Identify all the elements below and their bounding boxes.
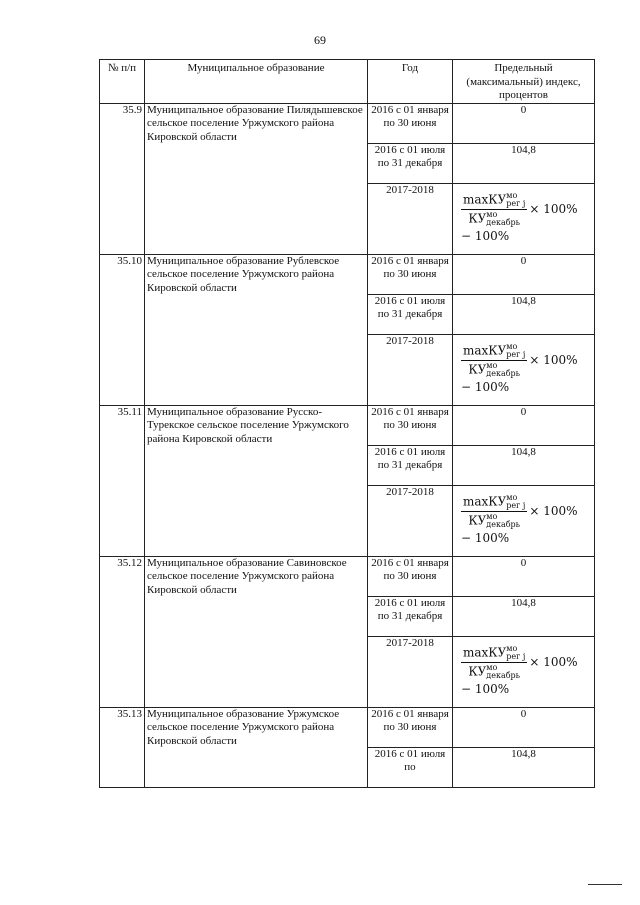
formula-numerator: maxКУ мо рег j bbox=[463, 492, 526, 510]
index-formula bbox=[455, 645, 592, 696]
index-formula-cell bbox=[453, 636, 595, 707]
row-number: 35.13 bbox=[100, 707, 145, 787]
period-cell: 2017-2018 bbox=[368, 485, 453, 556]
index-formula bbox=[455, 494, 592, 545]
formula-minus: − 100% bbox=[461, 681, 510, 696]
formula-minus: − 100% bbox=[461, 379, 510, 394]
formula-denominator: КУ мо декабрь bbox=[468, 511, 521, 529]
formula-fraction bbox=[461, 494, 527, 529]
period-cell: 2016 с 01 июля по 31 декабря bbox=[368, 445, 453, 485]
formula-denominator: КУ мо декабрь bbox=[468, 360, 521, 378]
index-value: 104,8 bbox=[453, 596, 595, 636]
period-cell: 2017-2018 bbox=[368, 334, 453, 405]
header-year: Год bbox=[368, 60, 453, 104]
formula-fraction bbox=[461, 645, 527, 680]
header-municipality: Муниципальное образование bbox=[145, 60, 368, 104]
index-value: 0 bbox=[453, 405, 595, 445]
index-formula-cell bbox=[453, 485, 595, 556]
table-row bbox=[100, 103, 595, 143]
period-cell: 2016 с 01 июля по 31 декабря bbox=[368, 294, 453, 334]
formula-times: × 100% bbox=[529, 655, 578, 669]
tariff-index-table bbox=[99, 59, 595, 788]
table-header-row bbox=[100, 60, 595, 104]
municipality-name: Муниципальное образование Пилядышевское сельское поселение Уржумского района Кировской области bbox=[145, 103, 368, 254]
header-index: Предельный (максимальный) индекс, процентов bbox=[453, 60, 595, 104]
index-formula bbox=[455, 192, 592, 243]
municipality-name: Муниципальное образование Уржумское сельское поселение Уржумского района Кировской области bbox=[145, 707, 368, 787]
period-cell: 2017-2018 bbox=[368, 636, 453, 707]
formula-times: × 100% bbox=[529, 353, 578, 367]
formula-numerator: maxКУ мо рег j bbox=[463, 341, 526, 359]
period-cell: 2016 с 01 июля по bbox=[368, 747, 453, 787]
header-num: № п/п bbox=[100, 60, 145, 104]
formula-minus: − 100% bbox=[461, 530, 510, 545]
table-body bbox=[100, 103, 595, 787]
table-row bbox=[100, 707, 595, 747]
index-value: 104,8 bbox=[453, 294, 595, 334]
period-cell: 2016 с 01 июля по 31 декабря bbox=[368, 143, 453, 183]
index-value: 0 bbox=[453, 707, 595, 747]
index-formula-cell bbox=[453, 334, 595, 405]
formula-fraction bbox=[461, 343, 527, 378]
row-number: 35.12 bbox=[100, 556, 145, 707]
municipality-name: Муниципальное образование Рублевское сельское поселение Уржумского района Кировской области bbox=[145, 254, 368, 405]
period-cell: 2016 с 01 января по 30 июня bbox=[368, 254, 453, 294]
period-cell: 2016 с 01 января по 30 июня bbox=[368, 556, 453, 596]
table-row bbox=[100, 556, 595, 596]
formula-numerator: maxКУ мо рег j bbox=[463, 643, 526, 661]
index-value: 0 bbox=[453, 254, 595, 294]
row-number: 35.11 bbox=[100, 405, 145, 556]
footer-rule bbox=[588, 884, 622, 885]
municipality-name: Муниципальное образование Савиновское сельское поселение Уржумского района Кировской области bbox=[145, 556, 368, 707]
index-formula bbox=[455, 343, 592, 394]
row-number: 35.9 bbox=[100, 103, 145, 254]
formula-numerator: maxКУ мо рег j bbox=[463, 190, 526, 208]
period-cell: 2016 с 01 июля по 31 декабря bbox=[368, 596, 453, 636]
index-formula-cell bbox=[453, 183, 595, 254]
index-value: 104,8 bbox=[453, 445, 595, 485]
formula-times: × 100% bbox=[529, 202, 578, 216]
period-cell: 2016 с 01 января по 30 июня bbox=[368, 103, 453, 143]
index-value: 0 bbox=[453, 556, 595, 596]
formula-denominator: КУ мо декабрь bbox=[468, 209, 521, 227]
row-number: 35.10 bbox=[100, 254, 145, 405]
index-value: 104,8 bbox=[453, 143, 595, 183]
index-value: 104,8 bbox=[453, 747, 595, 787]
page-number: 69 bbox=[314, 33, 326, 47]
table-row bbox=[100, 405, 595, 445]
period-cell: 2017-2018 bbox=[368, 183, 453, 254]
formula-denominator: КУ мо декабрь bbox=[468, 662, 521, 680]
formula-fraction bbox=[461, 192, 527, 227]
period-cell: 2016 с 01 января по 30 июня bbox=[368, 405, 453, 445]
table-row bbox=[100, 254, 595, 294]
formula-times: × 100% bbox=[529, 504, 578, 518]
formula-minus: − 100% bbox=[461, 228, 510, 243]
index-value: 0 bbox=[453, 103, 595, 143]
municipality-name: Муниципальное образование Русско-Турекское сельское поселение Уржумского района Кировской области bbox=[145, 405, 368, 556]
period-cell: 2016 с 01 января по 30 июня bbox=[368, 707, 453, 747]
